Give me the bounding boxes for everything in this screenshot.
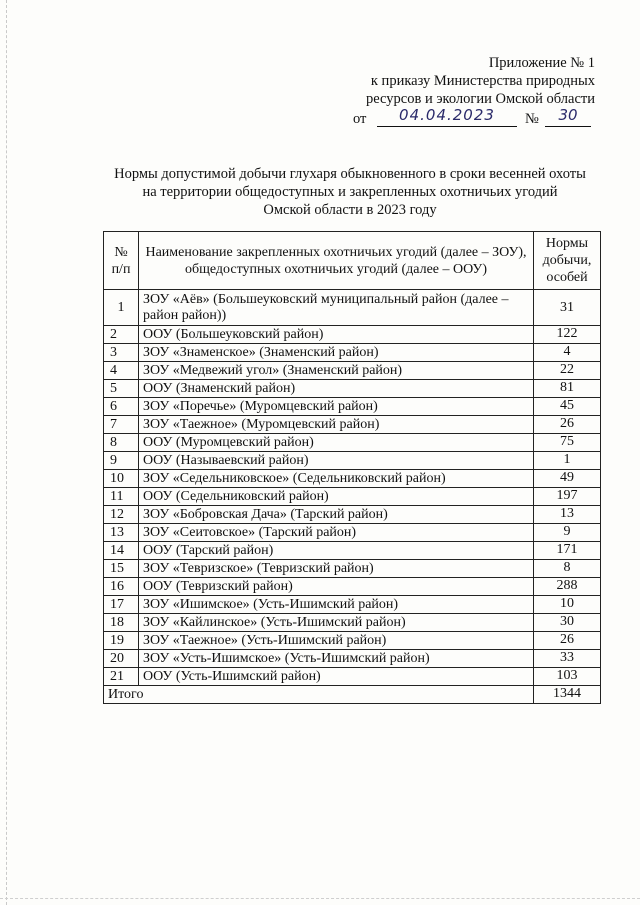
row-value: 10 xyxy=(534,596,601,614)
row-name: ООУ (Знаменский район) xyxy=(139,380,534,398)
row-name: ЗОУ «Седельниковское» (Седельниковский район) xyxy=(139,470,534,488)
table-row xyxy=(104,614,601,632)
annex-number-sign: № xyxy=(525,111,539,127)
row-name: ООУ (Тарский район) xyxy=(139,542,534,560)
title-line-1: Нормы допустимой добычи глухаря обыкновенного в сроки весенней охоты xyxy=(114,166,586,182)
header-value: Нормы добычи, особей xyxy=(534,232,601,290)
page-scan-edge-bottom xyxy=(0,898,640,899)
table-row xyxy=(104,632,601,650)
row-value: 122 xyxy=(534,326,601,344)
row-value: 49 xyxy=(534,470,601,488)
row-number: 21 xyxy=(104,668,139,686)
row-number: 6 xyxy=(104,398,139,416)
table-row xyxy=(104,596,601,614)
row-name: ЗОУ «Бобровская Дача» (Тарский район) xyxy=(139,506,534,524)
row-name: ООУ (Большеуковский район) xyxy=(139,326,534,344)
table-row xyxy=(104,398,601,416)
row-value: 4 xyxy=(534,344,601,362)
row-value: 8 xyxy=(534,560,601,578)
row-name: ЗОУ «Тевризское» (Тевризский район) xyxy=(139,560,534,578)
row-number: 16 xyxy=(104,578,139,596)
row-name: ООУ (Муромцевский район) xyxy=(139,434,534,452)
table-row xyxy=(104,506,601,524)
table-row xyxy=(104,488,601,506)
table-header-row xyxy=(104,232,601,290)
row-number: 4 xyxy=(104,362,139,380)
annex-order-line: к приказу Министерства природных xyxy=(370,73,595,89)
total-value: 1344 xyxy=(534,686,601,704)
table-row xyxy=(104,326,601,344)
annex-title: Приложение № 1 xyxy=(488,55,595,71)
row-name: ЗОУ «Таежное» (Муромцевский район) xyxy=(139,416,534,434)
row-name: ЗОУ «Поречье» (Муромцевский район) xyxy=(139,398,534,416)
row-number: 3 xyxy=(104,344,139,362)
row-value: 75 xyxy=(534,434,601,452)
table-total-row xyxy=(104,686,601,704)
row-number: 14 xyxy=(104,542,139,560)
row-value: 1 xyxy=(534,452,601,470)
total-label: Итого xyxy=(104,686,534,704)
row-value: 103 xyxy=(534,668,601,686)
row-number: 17 xyxy=(104,596,139,614)
title-line-3: Омской области в 2023 году xyxy=(263,202,437,218)
row-number: 5 xyxy=(104,380,139,398)
row-number: 9 xyxy=(104,452,139,470)
row-number: 11 xyxy=(104,488,139,506)
row-number: 8 xyxy=(104,434,139,452)
row-value: 30 xyxy=(534,614,601,632)
document-title xyxy=(90,165,610,219)
table-row xyxy=(104,578,601,596)
row-value: 81 xyxy=(534,380,601,398)
row-number: 20 xyxy=(104,650,139,668)
row-name: ООУ (Седельниковский район) xyxy=(139,488,534,506)
row-name: ЗОУ «Кайлинское» (Усть-Ишимский район) xyxy=(139,614,534,632)
row-number: 12 xyxy=(104,506,139,524)
row-number: 13 xyxy=(104,524,139,542)
row-value: 197 xyxy=(534,488,601,506)
header-name: Наименование закрепленных охотничьих угодий (далее – ЗОУ), общедоступных охотничьих угодий (далее – ООУ) xyxy=(139,232,534,290)
table-row xyxy=(104,290,601,326)
row-number: 19 xyxy=(104,632,139,650)
row-number: 10 xyxy=(104,470,139,488)
row-name: ЗОУ «Знаменское» (Знаменский район) xyxy=(139,344,534,362)
row-value: 33 xyxy=(534,650,601,668)
annex-date-number-line xyxy=(335,106,595,130)
row-number: 7 xyxy=(104,416,139,434)
table-row xyxy=(104,542,601,560)
row-value: 26 xyxy=(534,416,601,434)
table-row xyxy=(104,362,601,380)
table-row xyxy=(104,344,601,362)
row-value: 9 xyxy=(534,524,601,542)
row-number: 18 xyxy=(104,614,139,632)
row-name: ООУ (Усть-Ишимский район) xyxy=(139,668,534,686)
row-number: 2 xyxy=(104,326,139,344)
table-row xyxy=(104,524,601,542)
row-name: ООУ (Тевризский район) xyxy=(139,578,534,596)
row-value: 45 xyxy=(534,398,601,416)
table-row xyxy=(104,470,601,488)
row-name: ЗОУ «Таежное» (Усть-Ишимский район) xyxy=(139,632,534,650)
table-row xyxy=(104,452,601,470)
row-number: 15 xyxy=(104,560,139,578)
row-value: 22 xyxy=(534,362,601,380)
annex-date-prefix: от xyxy=(353,111,367,127)
norms-table xyxy=(103,231,601,704)
row-value: 31 xyxy=(534,290,601,326)
row-value: 171 xyxy=(534,542,601,560)
header-number: № п/п xyxy=(104,232,139,290)
annex-number-handwritten: 30 xyxy=(545,106,591,127)
row-value: 13 xyxy=(534,506,601,524)
table-row xyxy=(104,560,601,578)
table-row xyxy=(104,380,601,398)
row-name: ООУ (Называевский район) xyxy=(139,452,534,470)
row-name: ЗОУ «Ишимское» (Усть-Ишимский район) xyxy=(139,596,534,614)
table-row xyxy=(104,416,601,434)
annex-ministry-line: ресурсов и экологии Омской области xyxy=(366,91,595,107)
table-row xyxy=(104,434,601,452)
annex-date-handwritten: 04.04.2023 xyxy=(377,106,517,127)
table-row xyxy=(104,650,601,668)
row-value: 26 xyxy=(534,632,601,650)
title-line-2: на территории общедоступных и закрепленных охотничьих угодий xyxy=(142,184,558,200)
row-name: ЗОУ «Сеитовское» (Тарский район) xyxy=(139,524,534,542)
row-name: ЗОУ «Медвежий угол» (Знаменский район) xyxy=(139,362,534,380)
page-scan-edge-left xyxy=(6,0,7,905)
annex-header xyxy=(335,54,595,130)
row-number: 1 xyxy=(104,290,139,326)
row-value: 288 xyxy=(534,578,601,596)
table-row xyxy=(104,668,601,686)
row-name: ЗОУ «Усть-Ишимское» (Усть-Ишимский район) xyxy=(139,650,534,668)
row-name: ЗОУ «Аёв» (Большеуковский муниципальный район (далее – район район)) xyxy=(139,290,534,326)
